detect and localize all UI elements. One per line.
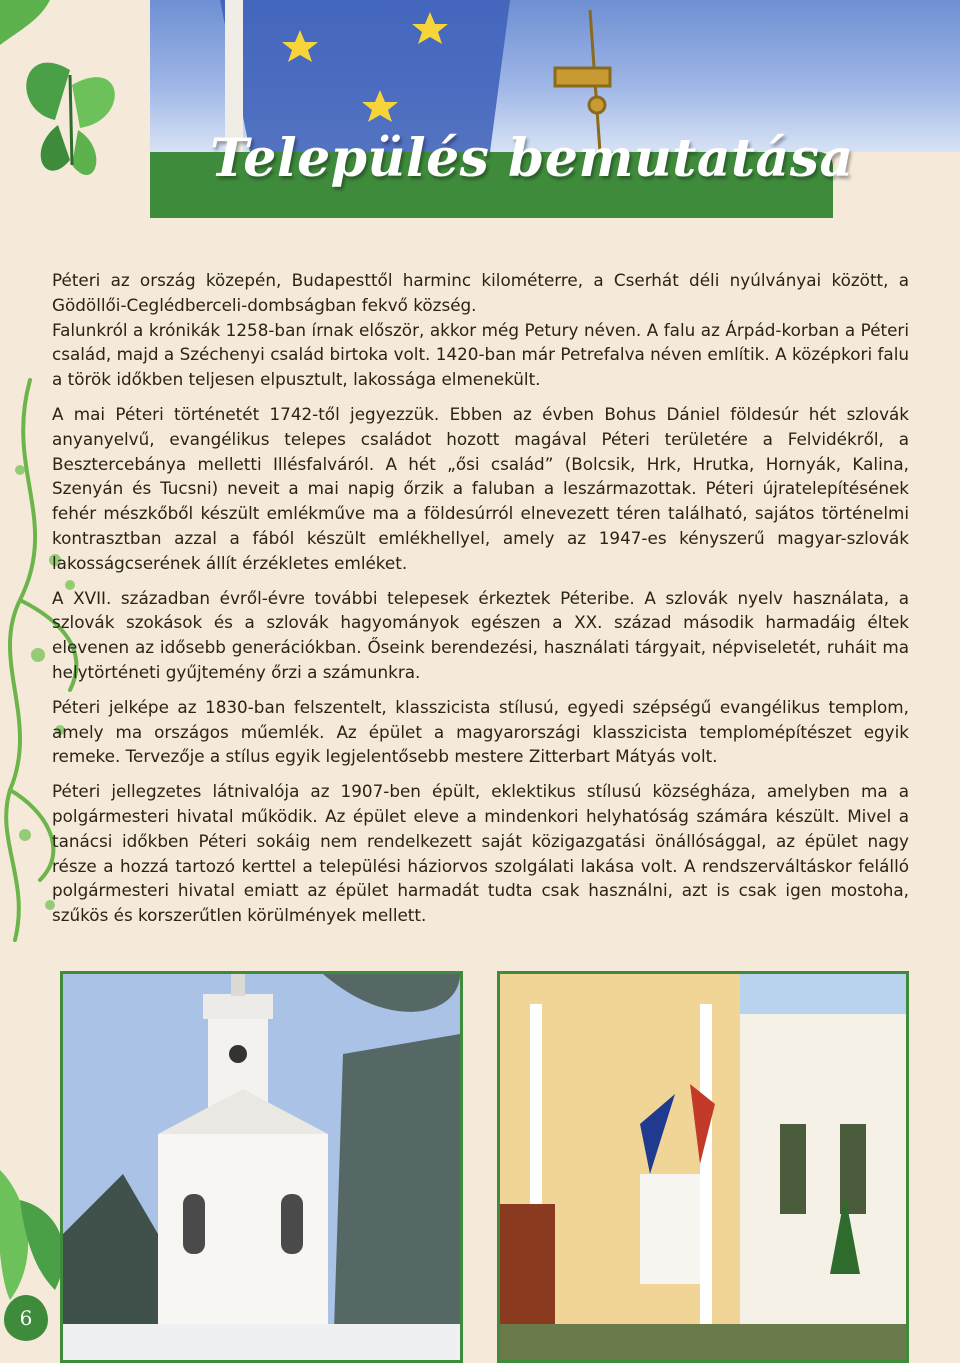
church-photo [60,971,463,1363]
notice-board [500,1204,555,1324]
paragraph: Péteri jelképe az 1830-ban felszentelt, klasszicista stílusú, egyedi szépségű evangélikus templom, amely ma országos műemlék. Az épület a magyarországi klasszicista templomépítészet egyik remeke. Tervezője a stílus egyik legjelentősebb mestere Zitterbart Mátyás volt. [52,696,909,767]
page-title: Település bemutatása [210,128,854,189]
town-hall-photo [497,971,909,1363]
memorial-plaque [640,1174,700,1284]
paragraph: Péteri az ország közepén, Budapesttől harminc kilométerre, a Cserhát déli nyúlványai között, a Gödöllői-Ceglédberceli-dombságban fekvő község. [52,270,909,315]
page-number: 6 [4,1295,48,1341]
paragraph: Péteri jellegzetes látnivalója az 1907-ben épült, eklektikus stílusú községháza, amelyben ma a polgármesteri hivatal működik. Az épület eleve a mindenkori helyhatóság számára készült. Mivel a tanácsi időkben Péteri sokáig nem rendelkezett saját közigazgatási önállósággal, az épület nagy része a hozzá tartozó kerttel a települési háziorvos szolgálati lakása volt. A rendszerváltáskor felálló polgármesteri hivatal emiatt az épület harmadát tudta csak használni, azt is csak igen mostoha, szűkös és korszerűtlen körülmények mellett. [52,781,909,926]
paragraph: A mai Péteri történetét 1742-től jegyezzük. Ebben az évben Bohus Dániel földesúr hét szlovák anyanyelvű, evangélikus telepes családot hozott magával Péteri területére a Felvidékről, a Besztercebánya melletti Illésfalváról. A hét „ősi család” (Bolcsik, Hrk, Hrutka, Hornyák, Kalina, Szenyán és Tucsni) neveit a mai napig őrzik a faluban a leszármazottak. Péteri újratelepítésének fehér mészkőből készült emlékműve ma a földesúrról elnevezett téren található, sajátos történelmi kontrasztban azzal a fából készült emlékhellyel, amely az 1947-es kényszerű magyar-szlovák lakosságcserének állít érzékletes emléket. [52,403,909,573]
paragraph: A XVII. században évről-évre további telepesek érkeztek Péteribe. A szlovák nyelv használata, a szlovák szokások és a szlovák hagyományok egészen a XX. század második harmadáig éltek elevenen az idősebb generációkban. Őseink berendezési, használati tárgyait, népviseletét, ruháit ma helytörténeti gyűjtemény őrzi a számunkra. [52,587,909,682]
paragraph: Falunkról a krónikák 1258-ban írnak először, akkor még Petury néven. A falu az Árpád-korban a Péteri család, majd a Széchenyi család birtoka volt. 1420-ban már Petrefalva néven említik. A középkori falu a török időkben teljesen elpusztult, lakossága elmenekült. [52,319,909,390]
butterfly-icon [26,63,115,175]
article-body [52,268,909,938]
